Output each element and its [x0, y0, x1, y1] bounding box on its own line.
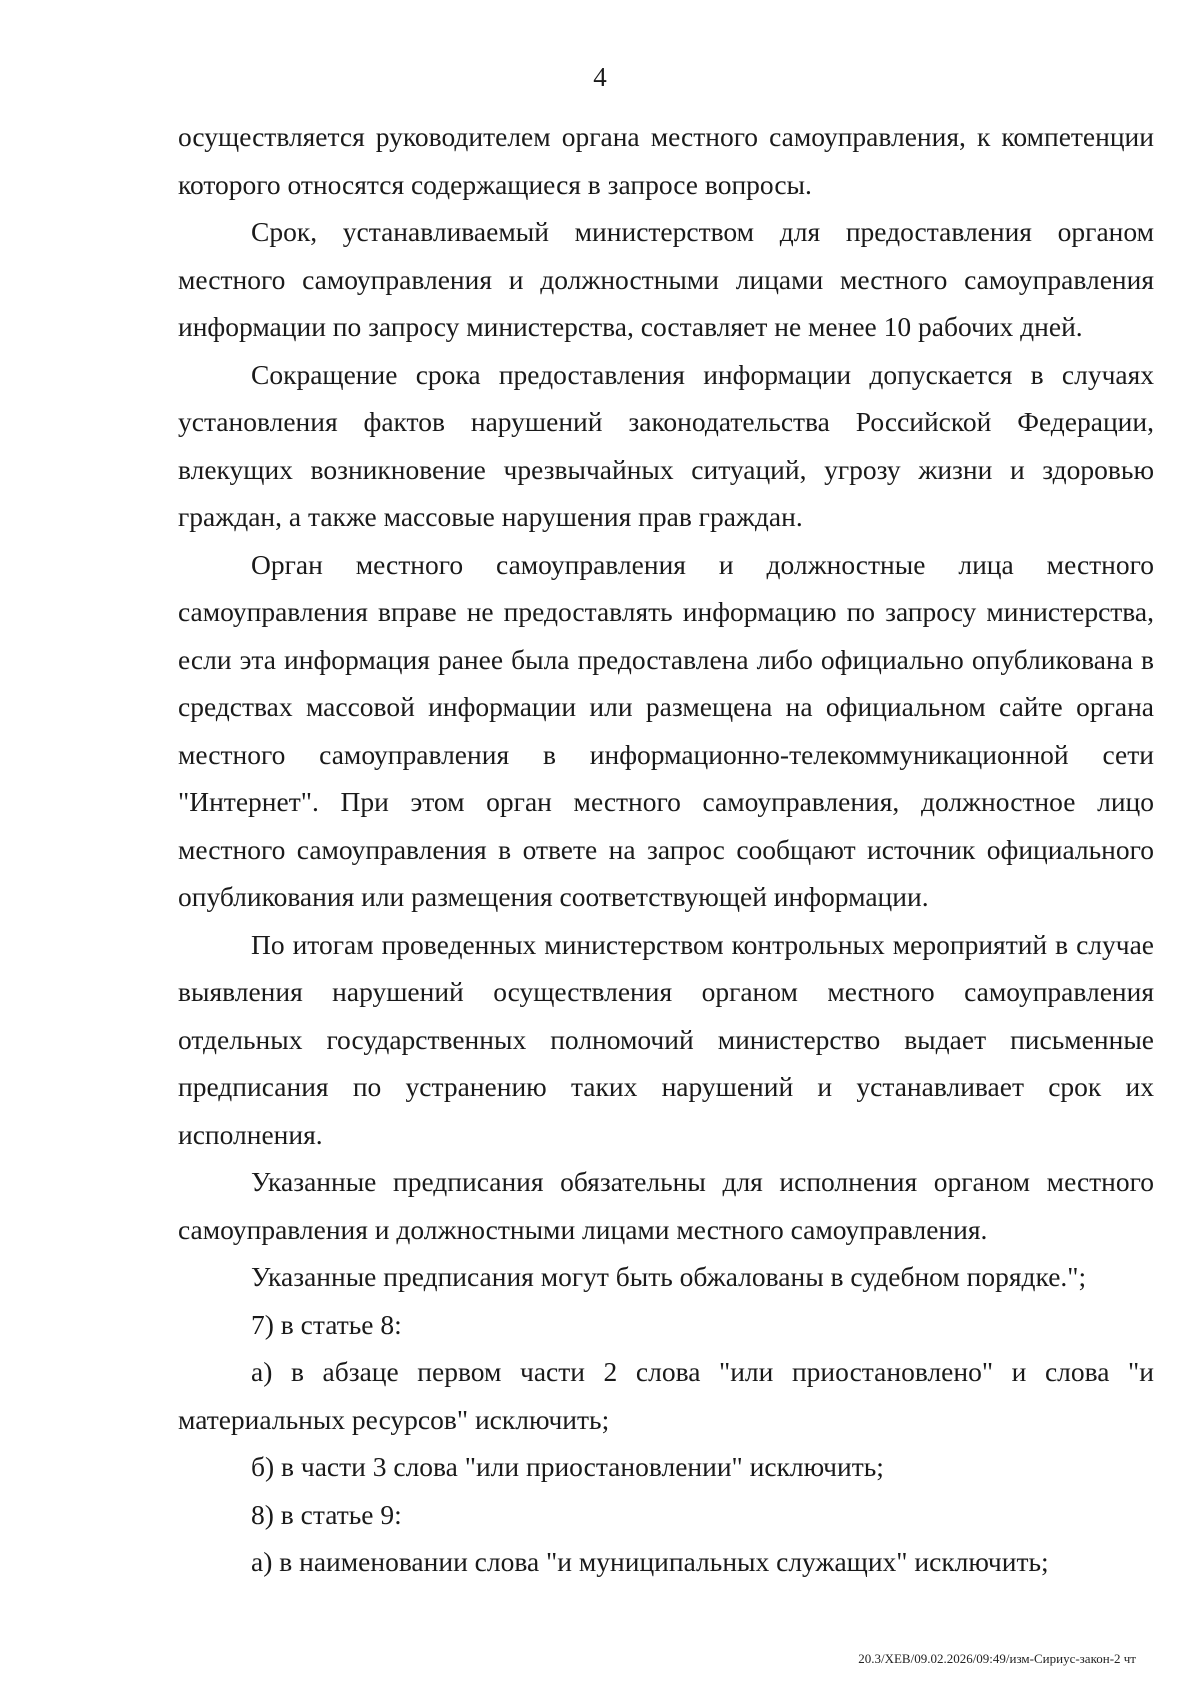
- paragraph-deadline-reduction: Сокращение срока предоставления информации допускается в случаях установления фактов нарушений законодательства Российской Федерации, влекущих возникновение чрезвычайных ситуаций, угрозу жизни и здоровью граждан, а также массовые нарушения прав граждан.: [178, 358, 1154, 532]
- item-8-article-9: 8) в статье 9:: [251, 1498, 402, 1530]
- paragraph-right-to-refuse: Орган местного самоуправления и должностные лица местного самоуправления вправе не предоставлять информацию по запросу министерства, если эта информация ранее была предоставлена либо официально опубликована в средствах массовой информации или размещена на официальном сайте органа местного самоуправления в информационно-телекоммуникационной сети "Интернет". При этом орган местного самоуправления, должностное лицо местного самоуправления в ответе на запрос сообщают источник официального опубликования или размещения соответствующей информации.: [178, 548, 1154, 912]
- page-number: 4: [593, 62, 607, 92]
- subitem-7b: б) в части 3 слова "или приостановлении" исключить;: [251, 1451, 884, 1482]
- paragraph-continuation: осуществляется руководителем органа местного самоуправления, к компетенции которого относятся содержащиеся в запросе вопросы.: [178, 121, 1154, 200]
- subitem-8a: а) в наименовании слова "и муниципальных служащих" исключить;: [251, 1546, 1049, 1577]
- document-footer-code: 20.3/ХЕВ/09.02.2026/09:49/изм-Сириус-закон-2 чт: [858, 1651, 1136, 1666]
- paragraph-appeal: Указанные предписания могут быть обжалованы в судебном порядке.";: [251, 1261, 1087, 1292]
- item-7-article-8: 7) в статье 8:: [251, 1308, 402, 1340]
- paragraph-mandatory-orders: Указанные предписания обязательны для исполнения органом местного самоуправления и должностными лицами местного самоуправления.: [178, 1166, 1154, 1245]
- document-body: [178, 113, 1154, 1586]
- subitem-7a: а) в абзаце первом части 2 слова "или приостановлено" и слова "и материальных ресурсов" исключить;: [178, 1356, 1154, 1435]
- paragraph-control-results: По итогам проведенных министерством контрольных мероприятий в случае выявления нарушений осуществления органом местного самоуправления отдельных государственных полномочий министерство выдает письменные предписания по устранению таких нарушений и устанавливает срок их исполнения.: [178, 928, 1154, 1150]
- paragraph-deadline: Срок, устанавливаемый министерством для предоставления органом местного самоуправления и должностными лицами местного самоуправления информации по запросу министерства, составляет не менее 10 рабочих дней.: [178, 216, 1154, 342]
